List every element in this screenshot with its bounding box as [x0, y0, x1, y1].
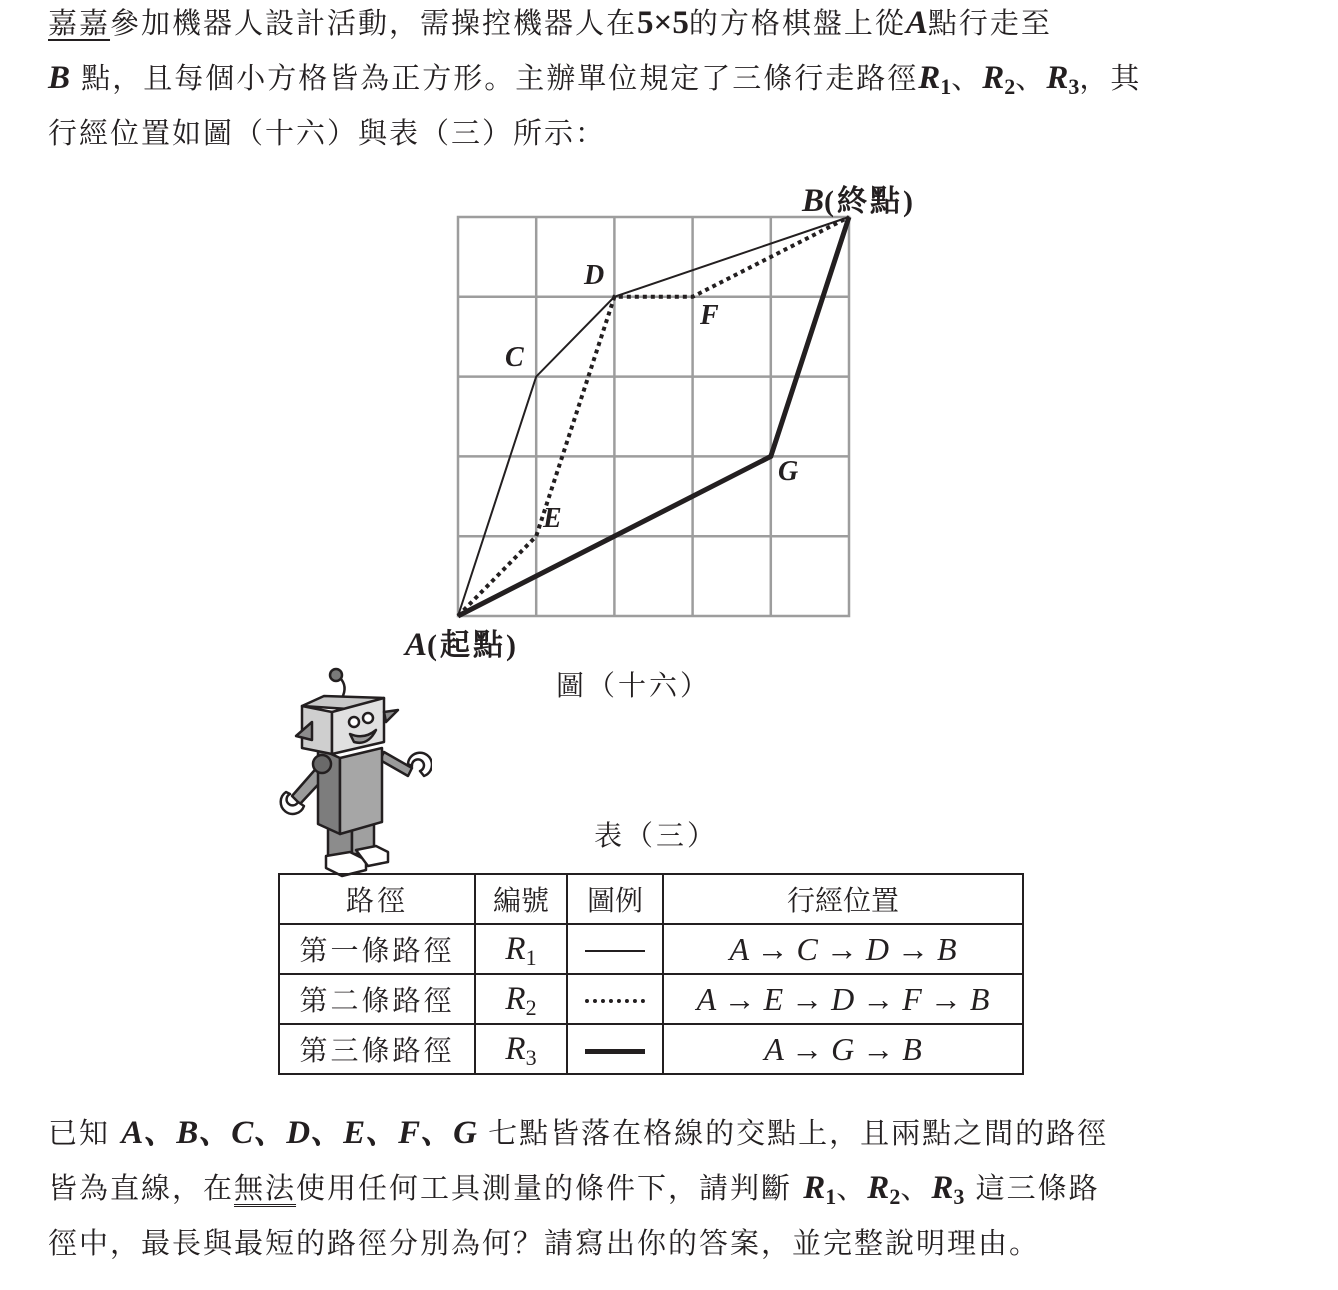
route-sequence: A → G → B	[663, 1024, 1023, 1074]
question-text: 七點皆落在格線的交點上，且兩點之間的路徑	[488, 1116, 1109, 1150]
intro-text: ，其	[1079, 61, 1142, 95]
grid-size: 5×5	[637, 5, 689, 41]
route-R2: $R_2$	[982, 60, 1016, 99]
robot-illustration-icon	[272, 664, 432, 879]
question-text: 這三條路	[975, 1171, 1100, 1205]
question-line-2	[48, 1161, 1278, 1216]
intro-line-3: 行經位置如圖（十六）與表（三）所示：	[48, 116, 607, 150]
legend-cell	[567, 974, 663, 1024]
header-route: 路徑	[279, 874, 475, 924]
route-R3: $R_3$	[931, 1170, 965, 1209]
route-id: $R_3$	[475, 1024, 567, 1074]
label-A-start: A(起點)	[405, 627, 519, 663]
header-id: 編號	[475, 874, 567, 924]
label-B-end: B(終點)	[802, 183, 916, 219]
legend-cell	[567, 1024, 663, 1074]
point-list: A、B、C、D、E、F、G	[121, 1115, 477, 1151]
table-row	[279, 974, 1023, 1024]
separator: 、	[836, 1171, 868, 1205]
route-R1: $R_1$	[803, 1170, 837, 1209]
route-id: $R_1$	[475, 924, 567, 974]
intro-text: 參加機器人設計活動，需操控機器人在	[110, 6, 638, 40]
label-D: D	[584, 260, 608, 291]
route-sequence: A → C → D → B	[663, 924, 1023, 974]
figure-caption: 圖（十六）	[556, 669, 712, 702]
separator: 、	[951, 61, 983, 95]
route-R2: $R_2$	[867, 1170, 901, 1209]
table-row	[279, 924, 1023, 974]
route-id: $R_2$	[475, 974, 567, 1024]
intro-text: 點行走至	[927, 6, 1052, 40]
legend-cell	[567, 924, 663, 974]
emphasis-text: 無法	[234, 1171, 297, 1205]
separator: 、	[900, 1171, 932, 1205]
question-line-3: 徑中，最長與最短的路徑分別為何？請寫出你的答案，並完整說明理由。	[48, 1226, 1041, 1260]
route-name: 第一條路徑	[279, 924, 475, 974]
route-R3: $R_3$	[1046, 60, 1080, 99]
route-R2-line	[458, 217, 849, 616]
routes-table	[278, 873, 1024, 1075]
label-C: C	[505, 342, 527, 373]
intro-text: 的方格棋盤上從	[688, 6, 906, 40]
header-legend: 圖例	[567, 874, 663, 924]
route-name: 第三條路徑	[279, 1024, 475, 1074]
intro-text: 點，且每個小方格皆為正方形。主辦單位規定了三條行走路徑	[81, 61, 919, 95]
dotted-line-icon	[585, 999, 645, 1003]
header-position: 行經位置	[663, 874, 1023, 924]
question-text: 已知	[48, 1116, 111, 1150]
route-sequence: A → E → D → F → B	[663, 974, 1023, 1024]
label-G: G	[778, 456, 802, 487]
table-row	[279, 1024, 1023, 1074]
separator: 、	[1015, 61, 1047, 95]
thin-solid-line-icon	[585, 950, 645, 952]
question-text: 使用任何工具測量的條件下，請判斷	[296, 1171, 793, 1205]
route-R1: $R_1$	[918, 60, 952, 99]
route-name: 第二條路徑	[279, 974, 475, 1024]
table-caption: 表（三）	[594, 819, 719, 852]
point-A: A	[905, 5, 928, 41]
thick-solid-line-icon	[585, 1049, 645, 1054]
table-header-row	[279, 874, 1023, 924]
label-F: F	[700, 300, 722, 331]
label-E: E	[543, 503, 565, 534]
question-text: 皆為直線，在	[48, 1171, 235, 1205]
question-paragraph	[48, 1106, 1278, 1271]
person-name: 嘉嘉	[48, 6, 111, 40]
question-line-1	[48, 1106, 1278, 1161]
point-B: B	[48, 60, 71, 96]
